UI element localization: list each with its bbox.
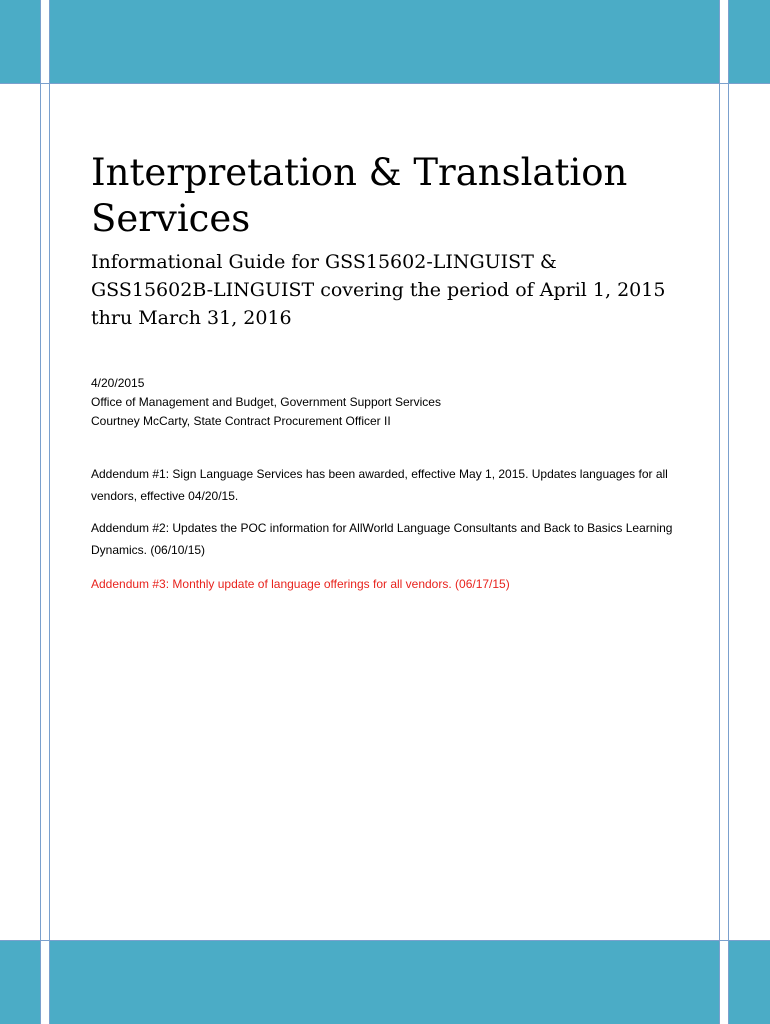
- document-metadata: [91, 374, 691, 431]
- addendum-1: Addendum #1: Sign Language Services has been awarded, effective May 1, 2015. Updates languages for all vendors, effective 04/20/15.: [91, 467, 668, 503]
- addendum-3: Addendum #3: Monthly update of language offerings for all vendors. (06/17/15): [91, 577, 510, 591]
- document-subtitle: Informational Guide for GSS15602-LINGUIST & GSS15602B-LINGUIST covering the period of April 1, 2015 thru March 31, 2016: [91, 251, 666, 329]
- top-banner: [50, 0, 719, 83]
- bottom-left-corner-block: [0, 941, 40, 1024]
- top-left-corner-block: [0, 0, 40, 83]
- cover-content: [91, 150, 691, 595]
- bottom-right-corner-block: [729, 941, 770, 1024]
- left-inner-border-line: [49, 0, 50, 1024]
- issuing-office: Office of Management and Budget, Government Support Services: [91, 395, 441, 409]
- document-date: 4/20/2015: [91, 376, 145, 390]
- bottom-horizontal-border-line: [0, 940, 770, 941]
- left-outer-border-line: [40, 0, 41, 1024]
- right-inner-border-line: [719, 0, 720, 1024]
- top-right-corner-block: [729, 0, 770, 83]
- contact-person: Courtney McCarty, State Contract Procurement Officer II: [91, 414, 391, 428]
- right-outer-border-line: [728, 0, 729, 1024]
- document-title: Interpretation & Translation Services: [91, 151, 628, 240]
- top-horizontal-border-line: [0, 83, 770, 84]
- bottom-banner: [50, 941, 719, 1024]
- addendum-2: Addendum #2: Updates the POC information for AllWorld Language Consultants and Back to Basics Learning Dynamics. (06/10/15): [91, 521, 673, 557]
